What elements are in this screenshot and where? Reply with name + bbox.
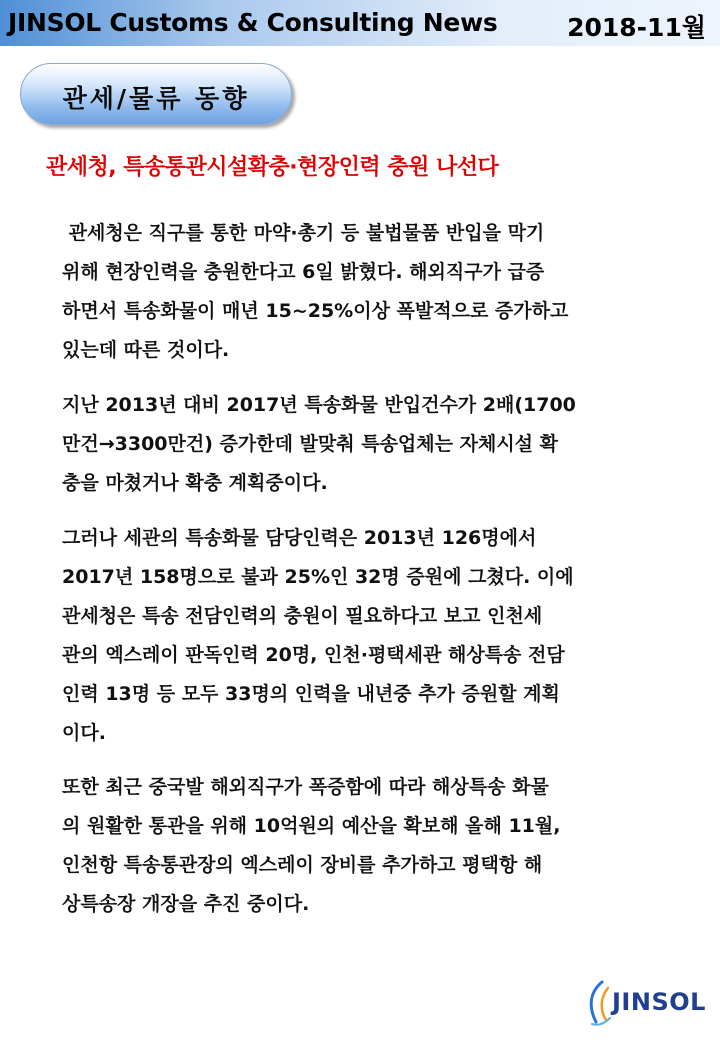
- paragraph-line: 의 원활한 통관을 위해 10억원의 예산을 확보해 올해 11월,: [62, 815, 561, 837]
- paragraph-line: 관의 엑스레이 판독인력 20명, 인천·평택세관 해상특송 전담: [62, 644, 565, 666]
- newsletter-header: [0, 0, 720, 46]
- paragraph-line: 인천항 특송통관장의 엑스레이 장비를 추가하고 평택항 해: [62, 854, 543, 876]
- article-paragraph-3: [62, 519, 652, 753]
- article-paragraph-2: [62, 386, 652, 503]
- article-paragraph-1: [62, 214, 652, 370]
- paragraph-line: 2017년 158명으로 불과 25%인 32명 증원에 그쳤다. 이에: [62, 566, 574, 588]
- paragraph-line: 이다.: [62, 722, 106, 744]
- paragraph-line: 위해 현장인력을 충원한다고 6일 밝혔다. 해외직구가 급증: [62, 261, 545, 283]
- paragraph-line: 또한 최근 중국발 해외직구가 폭증함에 따라 해상특송 화물: [62, 776, 549, 798]
- section-badge-label: 관세/물류 동향: [62, 84, 250, 113]
- paragraph-line: 있는데 따른 것이다.: [62, 339, 230, 361]
- paragraph-line: 관세청은 특송 전담인력의 충원이 필요하다고 보고 인천세: [62, 605, 543, 627]
- paragraph-line: 관세청은 직구를 통한 마약·총기 등 불법물품 반입을 막기: [62, 222, 545, 244]
- paragraph-line: 그러나 세관의 특송화물 담당인력은 2013년 126명에서: [62, 527, 537, 549]
- article-paragraph-4: [62, 768, 652, 924]
- section-badge: [20, 63, 292, 125]
- paragraph-line: 상특송장 개장을 추진 중이다.: [62, 893, 310, 915]
- jinsol-logo-text: JINSOL: [612, 988, 706, 1016]
- newsletter-title: JINSOL Customs & Consulting News: [8, 8, 498, 37]
- jinsol-logo: [582, 978, 712, 1028]
- paragraph-line: 충을 마쳤거나 확충 계획중이다.: [62, 472, 328, 494]
- paragraph-line: 만건→3300만건) 증가한데 발맞춰 특송업체는 자체시설 확: [62, 433, 558, 455]
- jinsol-logo-mark: [582, 978, 616, 1028]
- article-headline: 관세청, 특송통관시설확충·현장인력 충원 나선다: [46, 155, 499, 180]
- paragraph-line: 인력 13명 등 모두 33명의 인력을 내년중 추가 증원할 계획: [62, 683, 560, 705]
- issue-date: 2018-11월: [567, 13, 706, 42]
- paragraph-line: 지난 2013년 대비 2017년 특송화물 반입건수가 2배(1700: [62, 394, 576, 416]
- paragraph-line: 하면서 특송화물이 매년 15~25%이상 폭발적으로 증가하고: [62, 300, 569, 322]
